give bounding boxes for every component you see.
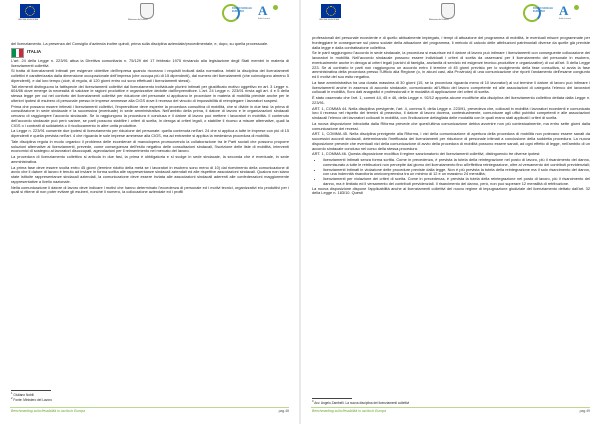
paragraph: Nella comunicazione il datore di lavoro deve indicare i motivi che hanno determinato l'eccedenza di personale ed i motivi tecnici, organizzativi e/o produttivi per i quali si ritiene di non poter evitare gli esuberi, nonché il numero, la collocazione aziendale ed i profili bbox=[11, 184, 289, 195]
ac-caption: Italia Lavoro bbox=[559, 18, 571, 20]
list-item: • licenziamenti intimati senza forma scritta. Come in precedenza, è prevista la tutela della reintegrazione nel posto di lavoro, più il risarcimento del danno, commisurato a tutte le retribuzioni non percepite dal giorno del licenziamento fino all'effettiva reintegrazione, oltre al versamento dei contributi previdenziali; bbox=[323, 158, 590, 168]
paragraph: Si tratta di licenziamenti intimati per esigenze obiettive dell'impresa quando ricorrano i requisiti indicati dalla normativa. Infatti la disciplina dei licenziamenti collettivi è caratterizzata dalla dimensione occupazionale dell'impresa (che occupa più di 15 dipendenti), dal numero dei licenziamenti (che coinvolgono almeno 5 dipendenti), e dal loro tempo (cioè, di regola, di 120 giorni entro cui sono effettuati i licenziamenti stessi). bbox=[11, 68, 289, 83]
right-body bbox=[312, 36, 590, 197]
list-item: • licenziamenti per violazione dei criteri di scelta. Come in precedenza, è prevista la tutela della reintegrazione nel posto di lavoro, più il risarcimento del danno, ma è limitato ed il versamento dei contributi previdenziali. Il risarcimento del danno, però, non può superare 12 mensilità di retribuzione. bbox=[323, 177, 590, 187]
ac-logo-icon: A Italia Lavoro bbox=[258, 3, 288, 21]
italy-heading bbox=[11, 48, 289, 58]
emblem-caption: Ministero del Lavoro bbox=[128, 19, 148, 21]
italian-emblem-icon bbox=[140, 3, 154, 19]
intro-paragraph: del licenziamento. La presenza del Consiglio d'azienda inoltre quindi, prima sulla disciplina aziendale/procedimentale, e, dopo, su quella processuale. bbox=[11, 41, 269, 46]
closing-paragraph: La nuova disposizione dispone l'applicabilità anche ai licenziamenti collettivi del nuovo regime di impugnazione giudiziale del licenziamento dettato dall'art. 32 della Legge n. 183/10. Questi bbox=[312, 185, 590, 196]
ac-caption: Italia Lavoro bbox=[258, 18, 270, 20]
footer-rule bbox=[311, 407, 590, 408]
list-item: • licenziamenti intimati in violazione delle procedure previste dalla legge. Non è più prevista la tutela della reintegrazione ma il solo risarcimento del danno, con una indennità risarcitoria onnicomprensiva tra un minimo di 12 e un massimo 24 mensilità; bbox=[323, 168, 590, 178]
page-left bbox=[0, 0, 299, 424]
fse-logo-icon bbox=[222, 4, 252, 20]
paragraph: La prima fase deve essere svolta entro 45 giorni (termine ridotto della metà se i lavoratori in esubero sono meno di 10) dal ricevimento della comunicazione di avvio che il datore di lavoro è tenuto ad inviare in forma scritta alle rappresentanze sindacali aziendali ed alle rispettive associazioni sindacali. Qualora non siano state istituite rappresentanze sindacali aziendali, la comunicazione deve essere inviata alle associazioni sindacali aderenti alle confederazioni maggiormente rappresentative a livello nazionale. bbox=[11, 164, 289, 184]
paragraph: professionali del personale eccedente e di quello abitualmente impiegato, i tempi di attuazione del programma di mobilità, le eventuali misure programmate per fronteggiare le conseguenze sul piano sociale della attuazione del programma, il metodo di calcolo delle attribuzioni patrimoniali diverse da quelle già previste dalla legge e dalla contrattazione collettiva. bbox=[312, 35, 590, 50]
paragraph: Prima che possano essere intimati i licenziamenti collettivi, l'imprenditore deve esperire la procedura consultiva di mobilità, che si divide in due fasi: la prima di consultazione in sede sindacale e la successiva (eventuale) in sede amministrativa. Nell'ambito della prima, il datore di lavoro e le organizzazioni sindacali cercano di raggiungere l'accordo sindacale. Se lo raggiungono la procedura è conclusa e il datore di lavoro può mettere i lavoratori in mobilità. Il contenuto dell'accordo sindacale può però variare, se parti possono stabilire i criteri di scelta, in deroga ai criteri legali, o stabilire il ricorso a misure alternative, quali la CIGS o i contratti di solidarietà o il ricollocamento in altre unità produttive. bbox=[11, 103, 289, 128]
paragraph: È stato osservato che l'art. 1, commi 44, 45 e 46, della Legge n. 92/12 apporta alcune modifiche alla disciplina del licenziamento collettivo dettata dalla Legge n. 223/91. bbox=[312, 95, 590, 105]
paragraph: Tali elementi distinguono la fattispecie dei licenziamenti collettivi dal licenziamento individuale plurimi intimati per giustificato motivo oggettivo ex art. 3 Legge n. 604/66 dove emerge la necessità di valutare le ragioni produttive e organizzative dedotte dall'imprenditore. L'art. 24 Legge n. 223/91 rinvia agli art. 4 e 5 della stessa legge per cui nel conforto dei licenziamenti collettivi per riduzione del personale si applicano le procedure in materia di mobilità previste anche per le ulteriori ipotesi di esubero di personale presso le imprese ammesse alla CIGS dove il recesso del vincolo di impossibilità di reimpiegare i lavoratori sospesi. bbox=[11, 83, 289, 103]
footer-text: Benchmarking sulla flessibilità in uscita in Europa bbox=[11, 409, 86, 413]
footnote: $^2$ Fonte: Ministero del Lavoro bbox=[11, 397, 52, 403]
paragraph: ART. 1, COMMA 44. Nella disciplina previgente, l'art. 4, comma 9, della Legge n. 223/91, prevedeva che, collocati in mobilità i lavoratori eccedenti e comunicato loro il recesso nel rispetto dei termini di preavviso, il datore di lavoro doveva, contestualmente, comunicare agli uffici pubblici competenti e alle associazioni sindacali l'elenco dei lavoratori collocati in mobilità, con l'indicazione dettagliata delle modalità con le quali erano stati applicati i criteri di scelta. bbox=[312, 105, 590, 120]
paragraph: ART. 1, COMMA 45. Nella disciplina previgente alla Riforma, i vizi della comunicazione di apertura della procedura di mobilità non potevano essere sanati da successivi accordi sindacali, determinando l'inefficacia dei licenziamenti per riduzione di personale intimati a conclusione della suddetta procedura. La nuova disposizione prevede che eventuali vizi della comunicazione di avvio della procedura di mobilità possono essere sanati, ad ogni effetto di legge, nell'ambito di un accordo sindacale concluso nel corso della stessa procedura. bbox=[312, 131, 590, 151]
page-header bbox=[0, 0, 299, 34]
fse-caption: FONDO SOCIALE EUROPEO bbox=[232, 7, 252, 13]
eu-flag-icon bbox=[20, 4, 40, 18]
eu-caption: UNIONE EUROPEA bbox=[319, 19, 339, 21]
eu-flag-icon bbox=[321, 4, 341, 18]
italian-emblem-icon bbox=[441, 3, 455, 19]
paragraph: La procedura di licenziamento collettivo si articola in due fasi, la prima è obbligatoria e si svolge in sede sindacale, la seconda che è eventuale, in sede amministrativa. bbox=[11, 154, 289, 164]
page-right bbox=[301, 0, 600, 424]
paragraph: L'art. 24 della Legge n. 223/91 attua la Direttiva comunitaria n. 75/129 del 17 febbraio 1975 rinviando alla legislazione degli Stati membri in materia di licenziamenti collettivi. bbox=[11, 57, 289, 68]
italy-title: ITALIA bbox=[27, 49, 42, 55]
paragraph: Tale disciplina regola in modo organico il problema delle eccedenze di manodopera promuovendo la collaborazione tra le Parti sociali che possono proporre soluzioni alternative ai licenziamenti, prevede, come conseguenza dell'esito negativo delle consultazioni sindacali, l'iscrizione delle liste di mobilità, interventi economici di sostegno ai lavoratori disoccupati, agevolazioni per il reinserimento nel mercato del lavoro. bbox=[11, 138, 289, 154]
footnote: $^1$ Giuliano Nobili bbox=[11, 392, 34, 398]
fse-caption: FONDO SOCIALE EUROPEO bbox=[533, 7, 553, 13]
footnotes bbox=[312, 398, 590, 405]
footnotes bbox=[11, 390, 289, 402]
footer-rule bbox=[10, 407, 289, 408]
page-header bbox=[301, 0, 600, 34]
sanction-list bbox=[312, 158, 590, 187]
fse-logo-icon bbox=[523, 4, 553, 20]
page-number: pag.48 bbox=[278, 409, 289, 413]
ac-logo-icon: A Italia Lavoro bbox=[559, 3, 589, 21]
italy-flag-icon bbox=[11, 48, 24, 58]
paragraph: La Legge n. 223/91 consente due ipotesi di licenziamento per riduzione del personale: quella contenuta nell'art. 24 che si applica a tutte le imprese con più di 15 dipendenti e quella prevista nell'art. 4 che riguarda le sole imprese ammesse alla CIGS, ma ad entrambe si applica la medesima procedura di mobilità. bbox=[11, 128, 289, 138]
emblem-caption: Ministero del Lavoro bbox=[429, 19, 449, 21]
paragraph: La nuova disposizione introdotta dalla Riforma prevede che quest'ultima comunicazione debba avvenire non più contestualmente, ma entro sette giorni dalla comunicazione dei recessi. bbox=[312, 120, 590, 131]
page-number: pag.49 bbox=[579, 409, 590, 413]
paragraph: La fase amministrativa ha una durata massima di 30 giorni (15, se la procedura riguarda meno di 10 lavoratori) al cui termine il datore di lavoro può intimare i licenziamenti anche in assenza di accordo sindacale, comunicando all'Ufficio del lavoro competente ed alle associazioni di categoria l'elenco dei lavoratori collocati in mobilità, l'loro dati anagrafici e professionali e le modalità di applicazione dei criteri di scelta. bbox=[312, 79, 590, 95]
flag-red bbox=[19, 49, 23, 57]
eu-caption: UNIONE EUROPEA bbox=[18, 19, 38, 21]
left-body bbox=[11, 42, 289, 196]
paragraph: Se le parti raggiungono l'accordo in sede sindacale, la procedura si esaurisce ed il datore di lavoro può intimare i licenziamenti con conseguente collocazione dei lavoratori in mobilità. Nell'accordo sindacale possono essere individuati i criteri di scelta da osservarsi per il licenziamento del personale in esubero, eventualmente anche in deroga ai criteri legali (carichi di famiglia, anzianità di servizio ed esigenze tecnico-produttive e organizzative) di cui all'art. 5 della Legge 223. Se al contrario le parti non raggiungono un accordo entro il termine di 45 giorni previsto per lo svolgimento della fase consultiva, si avvia la fase amministrativa della procedura presso l'Ufficio alla Regione (o, in alcuni casi, alla Provincia) di una comunicazione che riporti l'andamento dell'esame congiunto ed il motivi del suo esito negativo. bbox=[312, 50, 590, 79]
footer-text: Benchmarking sulla flessibilità in uscita in Europa bbox=[312, 409, 387, 413]
paragraph: ART. 1, COMMA 46. Questa disposizione modifica il regime sanzionatorio dei licenziamenti collettivi, distinguendo tre diverse ipotesi: bbox=[312, 151, 541, 157]
footnote: $^3$ Avv. Angelo Zambelli. La nuova disciplina dei licenziamenti collettivi bbox=[312, 400, 410, 406]
